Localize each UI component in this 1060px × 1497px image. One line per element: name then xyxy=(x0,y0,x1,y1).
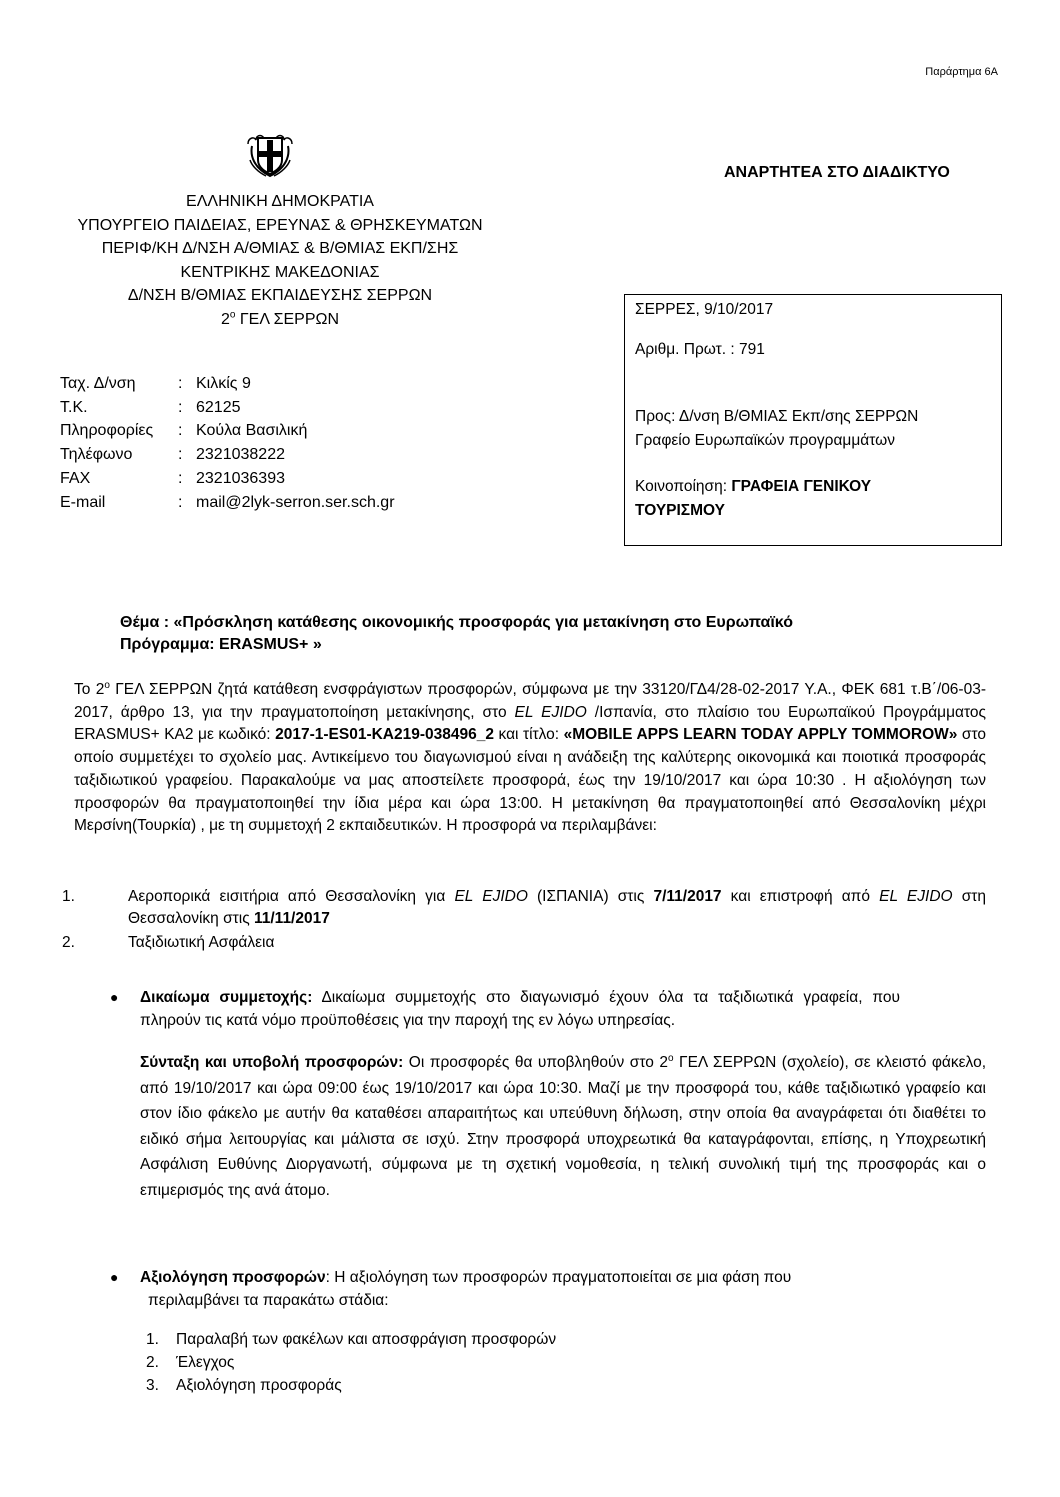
submission-section xyxy=(140,1050,986,1203)
protocol-number: Αριθμ. Πρωτ. : 791 xyxy=(635,341,765,358)
list-text: Ταξιδιωτική Ασφάλεια xyxy=(128,934,275,951)
text: στη Θεσσαλονίκη στις xyxy=(128,888,987,927)
recipient-line: Προς: Δ/νση Β/ΘΜΙΑΣ Εκπ/σης ΣΕΡΡΩΝ xyxy=(635,408,919,425)
contact-sep: : xyxy=(178,446,183,464)
contact-label: Πληροφορίες xyxy=(60,422,154,440)
contact-value: Κιλκίς 9 xyxy=(196,375,251,392)
contact-label: Τ.Κ. xyxy=(60,398,88,416)
contact-label: FAX xyxy=(60,469,91,487)
text: (ΙΣΠΑΝΙΑ) στις xyxy=(527,888,654,905)
text: /Ισπανία, στο πλαίσιο του Ευρωπαϊκού Προγράμματος ERASMUS+ KA2 με κωδικό: xyxy=(74,703,986,744)
list-item xyxy=(62,886,986,930)
destination: EL EJIDO xyxy=(879,888,953,905)
annex-label: Παράρτημα 6Α xyxy=(925,66,998,78)
destination: EL EJIDO xyxy=(514,703,587,721)
contact-row xyxy=(60,491,395,515)
destination: EL EJIDO xyxy=(454,888,528,905)
notification-label: Κοινοποίηση: xyxy=(635,478,732,495)
contact-sep: : xyxy=(178,422,183,440)
text: και επιστροφή από xyxy=(721,888,880,905)
list-number: 2. xyxy=(62,934,75,951)
text: ΓΕΛ ΣΕΡΡΩΝ ζητά κατάθεση ενσφράγιστων προσφορών, σύμφωνα με την 33120/ΓΔ4/28-02-2017 Υ.Α., ΦΕΚ 681 τ.Β΄/06-03-2017, άρθρο 13, για την πραγματοποίηση μετακίνησης, στο xyxy=(74,681,986,721)
contact-row xyxy=(60,467,395,491)
school-number-sup: ο xyxy=(229,309,236,321)
issuer-line: Δ/ΝΣΗ Β/ΘΜΙΑΣ ΕΚΠΑΙΔΕΥΣΗΣ ΣΕΡΡΩΝ xyxy=(127,287,433,304)
list-text: Έλεγχος xyxy=(176,1354,235,1371)
contact-sep: : xyxy=(178,375,183,392)
contact-sep: : xyxy=(178,398,183,416)
evaluation-section xyxy=(110,1266,986,1312)
text-sup: ο xyxy=(104,679,110,691)
publish-notice: ΑΝΑΡΤΗΤΕΑ ΣΤΟ ΔΙΑΔΙΚΤΥΟ xyxy=(724,164,950,181)
contact-label: Τηλέφωνο xyxy=(60,446,133,464)
notification xyxy=(635,475,991,523)
list-text: Παραλαβή των φακέλων και αποσφράγιση προσφορών xyxy=(176,1331,557,1348)
contact-sep: : xyxy=(178,493,183,511)
document-date: ΣΕΡΡΕΣ, 9/10/2017 xyxy=(635,301,774,318)
contact-value: 62125 xyxy=(196,398,241,416)
contact-row xyxy=(60,396,395,420)
text-sup: ο xyxy=(667,1052,674,1064)
contact-label: E-mail xyxy=(60,493,106,511)
project-code: 2017-1-ES01-KA219-038496_2 xyxy=(275,726,494,744)
list-number: 3. xyxy=(146,1377,159,1394)
evaluation-steps xyxy=(146,1328,556,1397)
departure-date: 7/11/2017 xyxy=(653,888,722,905)
list-item xyxy=(62,932,986,954)
text: και τίτλο: xyxy=(494,726,564,744)
recipient xyxy=(635,405,991,453)
section-label: Δικαίωμα συμμετοχής: xyxy=(140,989,313,1006)
issuer-line: ΠΕΡΙΦ/ΚΗ Δ/ΝΣΗ Α/ΘΜΙΑΣ & Β/ΘΜΙΑΣ ΕΚΠ/ΣΗΣ xyxy=(101,240,459,257)
text: 2 xyxy=(95,681,105,698)
main-paragraph xyxy=(74,679,986,838)
contact-value: 2321036393 xyxy=(196,469,285,487)
project-title: «MOBILE APPS LEARN TODAY APPLY TOMMOROW» xyxy=(563,726,958,744)
contact-value: 2321038222 xyxy=(196,446,285,464)
participation-section xyxy=(110,986,986,1032)
list-number: 2. xyxy=(146,1354,159,1371)
text: 2 xyxy=(659,1054,668,1071)
notification-value: ΓΡΑΦΕΙΑ ΓΕΝΙΚΟΥ xyxy=(731,478,872,495)
text: περιλαμβάνει τα παρακάτω στάδια: xyxy=(148,1292,389,1309)
contact-row xyxy=(60,372,395,396)
text: Το xyxy=(74,681,96,698)
recipient-box xyxy=(624,294,1002,546)
issuer-line: ΚΕΝΤΡΙΚΗΣ ΜΑΚΕΔΟΝΙΑΣ xyxy=(180,263,380,281)
contact-value: Κούλα Βασιλική xyxy=(196,422,308,440)
contact-sep: : xyxy=(178,469,183,487)
contact-info xyxy=(60,372,395,514)
list-item xyxy=(146,1351,556,1374)
issuer-header xyxy=(60,190,500,331)
list-number: 1. xyxy=(62,888,75,905)
text: Αεροπορικά εισιτήρια από Θεσσαλονίκη για xyxy=(128,888,455,905)
list-item xyxy=(146,1328,556,1351)
contact-row xyxy=(60,419,395,443)
bullet-icon: ● xyxy=(110,989,119,1005)
greek-coat-of-arms-icon xyxy=(244,130,296,182)
contact-label: Ταχ. Δ/νση xyxy=(60,375,136,392)
return-date: 11/11/2017 xyxy=(253,910,330,927)
list-item xyxy=(146,1374,556,1397)
section-label: Σύνταξη και υποβολή προσφορών: xyxy=(140,1054,404,1071)
list-text: Αξιολόγηση προσφοράς xyxy=(176,1377,342,1394)
text: : Η αξιολόγηση των προσφορών πραγματοποιείται σε μια φάση που xyxy=(325,1269,792,1286)
recipient-line: Γραφείο Ευρωπαϊκών προγραμμάτων xyxy=(635,432,895,449)
text: Δικαίωμα συμμετοχής στο διαγωνισμό έχουν όλα τα ταξιδιωτικά γραφεία, που πληρούν τις κατά νόμο προϋποθέσεις για την παροχή της εν λόγω υπηρεσίας. xyxy=(140,989,901,1029)
list-text xyxy=(128,886,986,930)
bullet-icon: ● xyxy=(110,1269,119,1285)
list-number: 1. xyxy=(146,1331,159,1348)
requirements-list xyxy=(62,886,986,956)
notification-value: ΤΟΥΡΙΣΜΟΥ xyxy=(635,502,725,519)
subject-line: Πρόγραμμα: ERASMUS+ » xyxy=(120,636,322,653)
subject-line: Θέμα : «Πρόσκληση κατάθεσης οικονομικής προσφοράς για μετακίνηση στο Ευρωπαϊκό xyxy=(120,614,793,631)
school-number: 2 xyxy=(220,310,230,328)
text: Οι προσφορές θα υποβληθούν στο xyxy=(403,1054,660,1071)
section-label: Αξιολόγηση προσφορών xyxy=(140,1269,326,1286)
issuer-line: ΥΠΟΥΡΓΕΙΟ ΠΑΙΔΕΙΑΣ, ΕΡΕΥΝΑΣ & ΘΡΗΣΚΕΥΜΑΤΩΝ xyxy=(77,216,483,234)
issuer-line: ΕΛΛΗΝΙΚΗ ΔΗΜΟΚΡΑΤΙΑ xyxy=(186,193,374,210)
contact-email[interactable]: mail@2lyk-serron.ser.sch.gr xyxy=(196,493,395,511)
contact-row xyxy=(60,443,395,467)
participation-text xyxy=(140,986,900,1032)
text: ΓΕΛ ΣΕΡΡΩΝ (σχολείο), σε κλειστό φάκελο, από 19/10/2017 και ώρα 09:00 έως 19/10/2017 και ώρα 10:30. Μαζί με την προσφορά του, κάθε ταξιδιωτικό γραφείο και στον ίδιο φάκελο με αυτήν θα καταθέσει απαραιτήτως και υπεύθυνη δήλωση, στην οποία θα αναγράφεται ότι διαθέτει το ειδικό σήμα λειτουργίας και μάλιστα σε ισχύ. Στην προσφορά υποχρεωτικά θα καταγράφονται, επίσης, η Υποχρεωτική Ασφάλιση Ευθύνης Διοργανωτή, σύμφωνα με τη σχετική νομοθεσία, η τελική συνολική τιμή της προσφοράς και ο επιμερισμός της ανά άτομο. xyxy=(140,1054,986,1199)
subject xyxy=(120,612,986,656)
evaluation-text xyxy=(140,1266,986,1312)
text: στο οποίο συμμετέχει το σχολείο μας. Αντικείμενο του διαγωνισμού είναι η ανάδειξη της καλύτερης οικονομικά και ποιοτικά προσφοράς ταξιδιωτικού γραφείου. Παρακαλούμε να μας αποστείλετε προσφορά, έως την 19/10/2017 και ώρα 10:30 . Η αξιολόγηση των προσφορών θα πραγματοποιηθεί την ίδια μέρα και ώρα 13:00. Η μετακίνηση θα πραγματοποιηθεί από Θεσσαλονίκη μέχρι Μερσίνη(Τουρκία) , με τη συμμετοχή 2 εκπαιδευτικών. Η προσφορά να περιλαμβάνει: xyxy=(74,726,986,835)
school-name-rest: ΓΕΛ ΣΕΡΡΩΝ xyxy=(235,310,340,328)
school-name xyxy=(60,308,500,332)
